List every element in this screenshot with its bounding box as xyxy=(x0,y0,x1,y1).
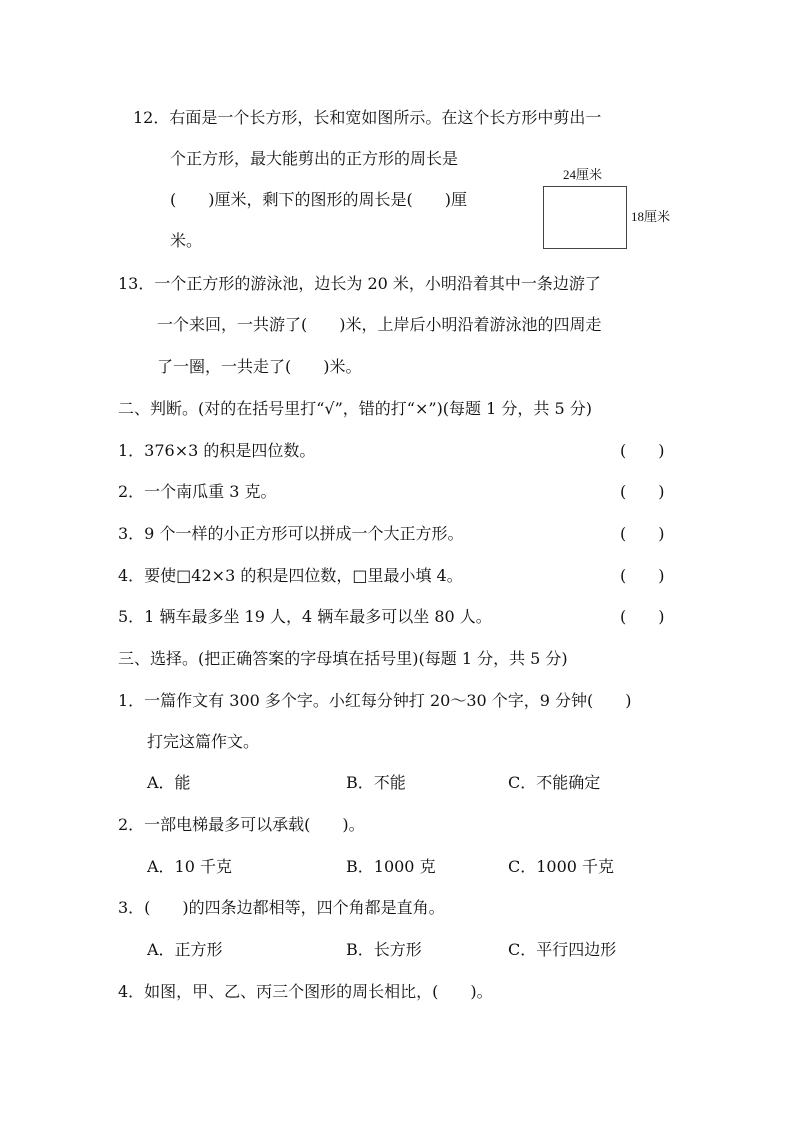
judge-answer-bracket-1: ( ) xyxy=(620,441,665,460)
judge-answer-bracket-2: ( ) xyxy=(620,482,665,501)
judge-item-3: 3．9 个一样的小正方形可以拼成一个大正方形。 xyxy=(118,524,464,543)
choice-q1-line-1: 1．一篇作文有 300 多个字。小红每分钟打 20～30 个字，9 分钟( ) xyxy=(118,691,632,710)
choice-q2-option-b: B．1000 克 xyxy=(346,857,436,876)
q12-line-1: 12．右面是一个长方形，长和宽如图所示。在这个长方形中剪出一 xyxy=(133,108,602,127)
q12-line-3: ( )厘米，剩下的图形的周长是( )厘 xyxy=(170,190,467,209)
choice-q1-line-2: 打完这篇作文。 xyxy=(147,732,260,751)
q13-line-1: 13．一个正方形的游泳池，边长为 20 米，小明沿着其中一条边游了 xyxy=(118,274,601,293)
rectangle-width-label: 18厘米 xyxy=(631,209,671,224)
rectangle-length-label: 24厘米 xyxy=(563,167,603,182)
choice-q3-option-a: A．正方形 xyxy=(147,940,223,959)
choice-q1-option-c: C．不能确定 xyxy=(508,773,601,792)
choice-q1-option-b: B．不能 xyxy=(346,773,406,792)
q13-line-2: 一个来回，一共游了( )米，上岸后小明沿着游泳池的四周走 xyxy=(157,315,602,334)
q12-line-4: 米。 xyxy=(170,231,203,250)
judge-item-2: 2．一个南瓜重 3 克。 xyxy=(118,482,277,501)
choice-q3-option-b: B．长方形 xyxy=(346,940,422,959)
rectangle-figure xyxy=(543,186,627,249)
choice-q2-option-c: C．1000 千克 xyxy=(508,857,615,876)
choice-q3-option-c: C．平行四边形 xyxy=(508,940,617,959)
judge-answer-bracket-5: ( ) xyxy=(620,607,665,626)
judge-item-5: 5．1 辆车最多坐 19 人，4 辆车最多可以坐 80 人。 xyxy=(118,607,492,626)
choice-q2-option-a: A．10 千克 xyxy=(147,857,233,876)
q13-line-3: 了一圈，一共走了( )米。 xyxy=(157,357,362,376)
choice-q4-line-1: 4．如图，甲、乙、丙三个图形的周长相比，( )。 xyxy=(118,982,493,1001)
judge-item-4: 4．要使□42×3 的积是四位数，□里最小填 4。 xyxy=(118,566,463,585)
judge-answer-bracket-3: ( ) xyxy=(620,524,665,543)
judge-answer-bracket-4: ( ) xyxy=(620,566,665,585)
judge-item-1: 1．376×3 的积是四位数。 xyxy=(118,441,316,460)
choice-q1-option-a: A．能 xyxy=(147,773,191,792)
choice-section-header: 三、选择。(把正确答案的字母填在括号里)(每题 1 分，共 5 分) xyxy=(118,649,568,668)
judge-section-header: 二、判断。(对的在括号里打“√”，错的打“×”)(每题 1 分，共 5 分) xyxy=(118,399,592,418)
choice-q2-line-1: 2．一部电梯最多可以承载( )。 xyxy=(118,815,365,834)
q12-line-2: 个正方形，最大能剪出的正方形的周长是 xyxy=(170,149,459,168)
choice-q3-line-1: 3．( )的四条边都相等，四个角都是直角。 xyxy=(118,898,445,917)
